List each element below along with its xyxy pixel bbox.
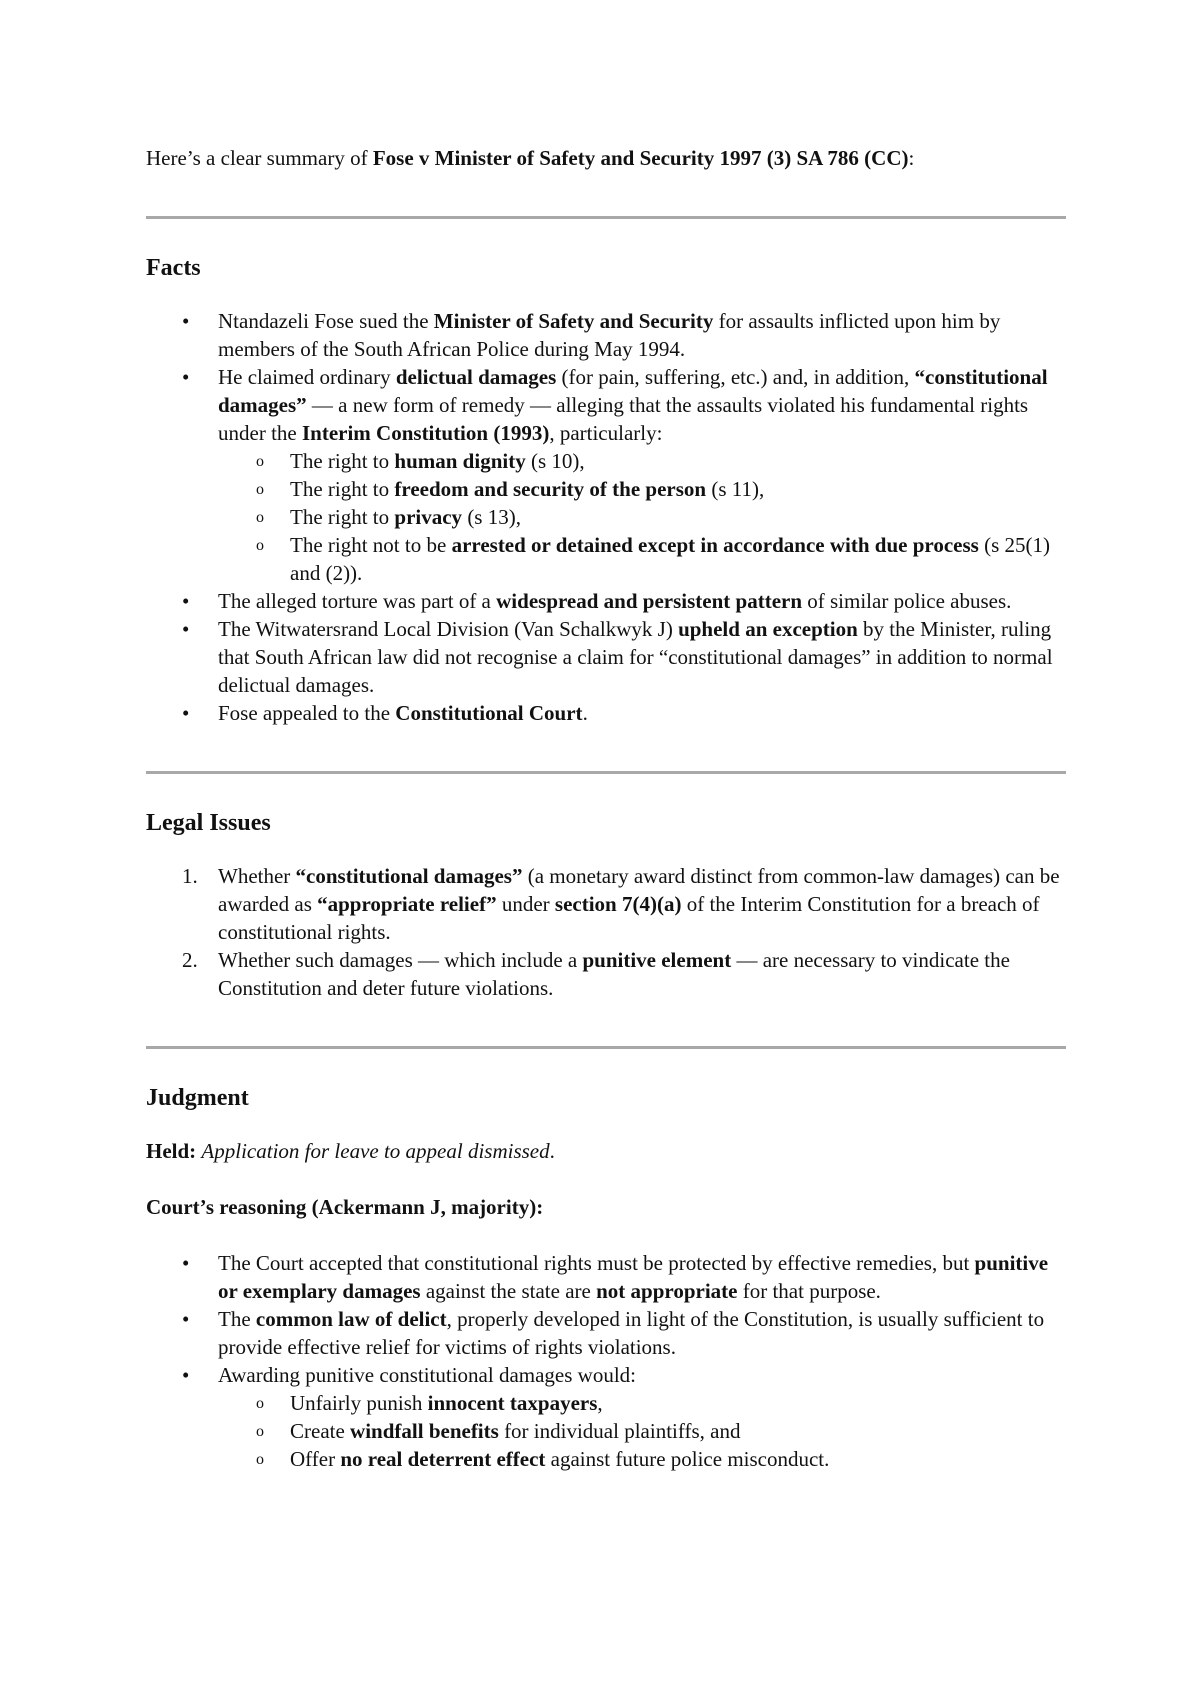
rights-sublist [218,447,1066,587]
list-item: • Ntandazeli Fose sued the Minister of Safety and Security for assaults inflicted upon him by members of the South African Police during May 1994. [218,307,1066,363]
list-item: • He claimed ordinary delictual damages (for pain, suffering, etc.) and, in addition, “constitutional damages” — a new form of remedy — alleging that the assaults violated his fundamental rights under the Interim Constitution (1993), particularly: o The right to human dignity (s 10), o The right to freedom and security of the person (s 11), o The right to privacy (s 13), o The right not to be arrested or detained except in accordance with due process (s 25(1) and (2)). [218,363,1066,587]
list-item: • The common law of delict, properly developed in light of the Constitution, is usually sufficient to provide effective relief for victims of rights violations. [218,1305,1066,1361]
facts-list [146,307,1066,727]
sub-list-item: o Unfairly punish innocent taxpayers, [290,1389,1066,1417]
judgment-heading: Judgment [146,1085,249,1111]
consequences-sublist [218,1389,1066,1473]
list-item: 2. Whether such damages — which include a punitive element — are necessary to vindicate the Constitution and deter future violations. [182,948,1010,1000]
sub-list-item: o Create windfall benefits for individual plaintiffs, and [290,1417,1066,1445]
list-item: • Fose appealed to the Constitutional Court. [218,699,1066,727]
sub-list-item: o The right not to be arrested or detained except in accordance with due process (s 25(1) and (2)). [290,531,1066,587]
case-citation: Fose v Minister of Safety and Security 1997 (3) SA 786 (CC) [372,146,909,170]
reasoning-label: Court’s reasoning (Ackermann J, majority): [146,1195,544,1219]
divider [146,1046,1066,1049]
list-item: • The alleged torture was part of a widespread and persistent pattern of similar police abuses. [218,587,1066,615]
reasoning-list [146,1249,1066,1473]
issues-heading: Legal Issues [146,810,271,836]
list-item: • Awarding punitive constitutional damages would: o Unfairly punish innocent taxpayers, o Create windfall benefits for individual plaintiffs, and o Offer no real deterrent effect against future police misconduct. [218,1361,1066,1473]
divider [146,216,1066,219]
list-item: • The Witwatersrand Local Division (Van Schalkwyk J) upheld an exception by the Minister, ruling that South African law did not recognise a claim for “constitutional damages” in addition to normal delictual damages. [218,615,1066,699]
list-item: 1. Whether “constitutional damages” (a monetary award distinct from common-law damages) can be awarded as “appropriate relief” under section 7(4)(a) of the Interim Constitution for a breach of constitutional rights. [182,864,1060,944]
sub-list-item: o Offer no real deterrent effect against future police misconduct. [290,1445,1066,1473]
sub-list-item: o The right to privacy (s 13), [290,503,1066,531]
divider [146,771,1066,774]
held-line: Held: Application for leave to appeal dismissed. [146,1139,555,1163]
sub-list-item: o The right to human dignity (s 10), [290,447,1066,475]
sub-list-item: o The right to freedom and security of the person (s 11), [290,475,1066,503]
list-item: • The Court accepted that constitutional rights must be protected by effective remedies, but punitive or exemplary damages against the state are not appropriate for that purpose. [218,1249,1066,1305]
document-content [146,144,1066,1517]
intro-paragraph: Here’s a clear summary of Fose v Minister of Safety and Security 1997 (3) SA 786 (CC): [146,146,915,170]
issues-list [146,862,1066,1002]
facts-heading: Facts [146,255,201,281]
